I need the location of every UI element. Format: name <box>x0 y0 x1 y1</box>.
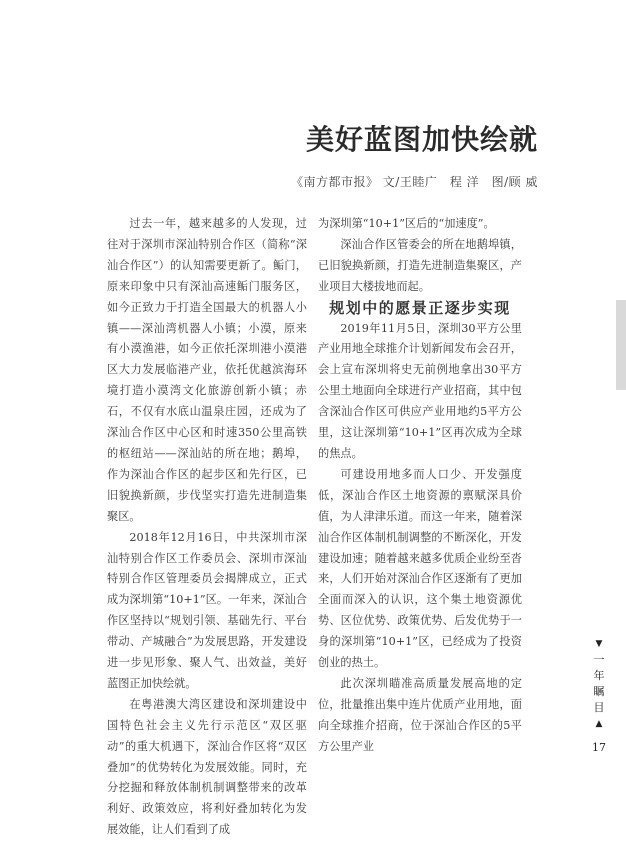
paragraph: 2019年11月5日，深圳30平方公里产业用地全球推介计划新闻发布会召开，会上宣布深圳将史无前例地拿出30平方公里土地面向全球进行产业招商，其中包含深汕合作区可供应产业用地约5平方公里，这让深圳第“10+1”区再次成为全球的焦点。 <box>318 321 522 460</box>
paragraph: 可建设用地多而人口少、开发强度低，深汕合作区土地资源的禀赋深具价值，为人津津乐道。而这一年来，随着深汕合作区体制机制调整的不断深化，开发建设加速；随着越来越多优质企业纷至沓来，人们开始对深汕合作区逐渐有了更加全面而深入的认识，这个集土地资源优势、区位优势、政策优势、后发优势于一身的深圳第“10+1”区，已经成为了投资创业的热土。 <box>318 467 522 670</box>
sidebar-label-char: 一 <box>593 653 605 666</box>
right-column <box>318 214 522 758</box>
sidebar-label-char: 年 <box>593 669 605 682</box>
article-byline: 《南方都市报》 文/王睦广 程 洋 图/顾 威 <box>290 175 538 189</box>
left-column <box>107 214 307 841</box>
paragraph-continuation: 为深圳第“10+1”区后的“加速度”。 <box>318 217 495 230</box>
page-edge-tab <box>616 300 626 390</box>
paragraph: 过去一年，越来越多的人发现，过往对于深圳市深汕特别合作区（简称“深汕合作区”）的认知需要更新了。鲘门，原来印象中只有深汕高速鲘门服务区，如今正致力于打造全国最大的机器人小镇——深汕湾机器人小镇；小漠，原来有小漠渔港，如今正依托深圳港小漠港区大力发展临港产业，依托优越滨海环境打造小漠湾文化旅游创新小镇；赤石，不仅有水底山温泉庄园，还成为了深汕合作区中心区和时速350公里高铁的枢纽站——深汕站的所在地；鹅埠，作为深汕合作区的起步区和先行区，已旧貌换新颜，步伐坚实打造先进制造集聚区。 <box>107 217 307 523</box>
sidebar-label-char: 瞩 <box>593 685 605 698</box>
section-heading: 规划中的愿景正逐步实现 <box>329 298 511 317</box>
paragraph: 在粤港澳大湾区建设和深圳建设中国特色社会主义先行示范区“双区驱动”的重大机遇下，深汕合作区将“双区叠加”的优势转化为发展效能。同时，充分挖掘和释放体制机制调整带来的改革利好、政策效应，将利好叠加转化为发展效能，让人们看到了成 <box>107 697 307 837</box>
arrow-down-icon: ▼ <box>595 639 603 649</box>
section-sidebar <box>592 636 606 756</box>
paragraph: 深汕合作区管委会的所在地鹅埠镇，已旧貌换新颜，打造先进制造集聚区，产业项目大楼拔地而起。 <box>318 237 522 293</box>
paragraph: 2018年12月16日，中共深圳市深汕特别合作区工作委员会、深圳市深汕特别合作区管理委员会揭牌成立，正式成为深圳第“10+1”区。一年来，深汕合作区坚持以“规划引领、基础先行、平台带动、产城融合”为发展思路，开发建设进一步见形象、聚人气、出效益，美好蓝图正加快绘就。 <box>107 530 307 690</box>
page-number: 17 <box>592 741 606 754</box>
arrow-up-icon: ▲ <box>595 719 603 729</box>
sidebar-label-char: 目 <box>593 701 605 714</box>
paragraph: 此次深圳瞄准高质量发展高地的定位，批量推出集中连片优质产业用地，面向全球推介招商，位于深汕合作区的5平方公里产业 <box>318 676 522 753</box>
article-title: 美好蓝图加快绘就 <box>305 123 538 156</box>
